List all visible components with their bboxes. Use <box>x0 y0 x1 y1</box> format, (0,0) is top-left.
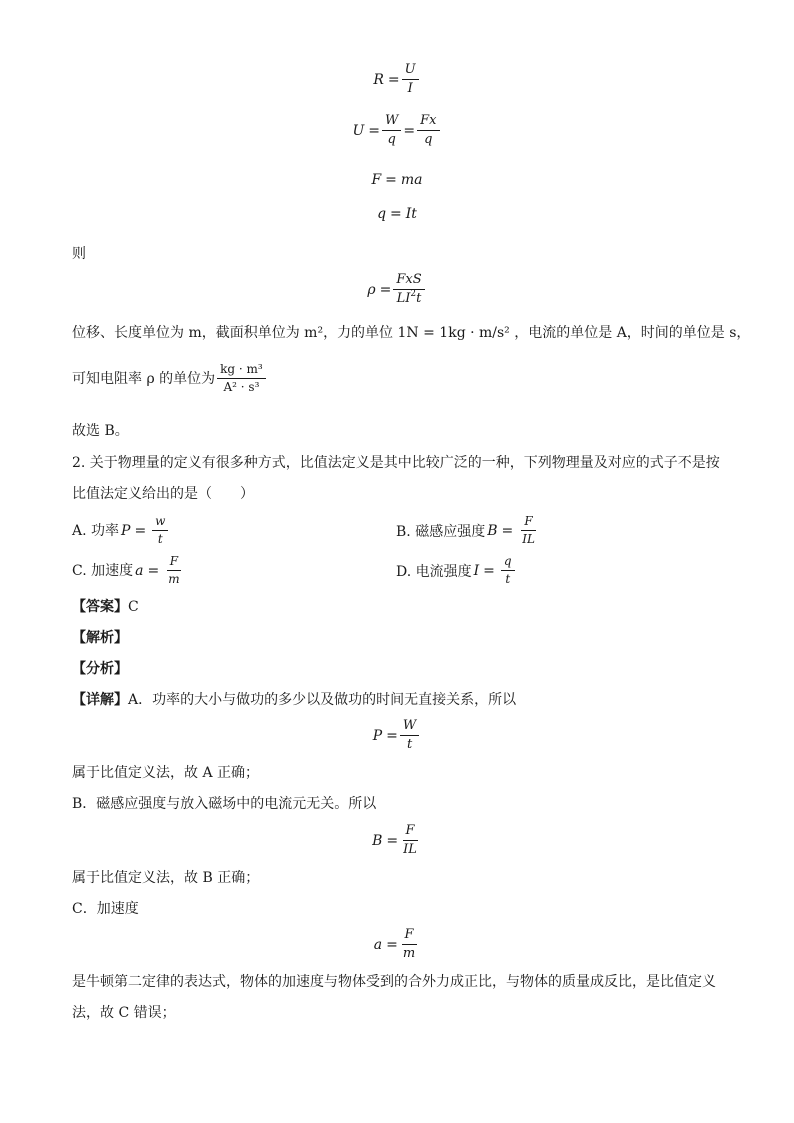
answer-line: 【答案】C <box>72 599 139 615</box>
equation-a: a = $\frac{F}{m}$ <box>373 927 416 961</box>
equation-rho: ρ = $\frac{\text{FxS}}{LI^2t}$ <box>0 272 794 308</box>
equation-p: P = $\frac{W}{t}$ <box>0 718 794 753</box>
resistivity-unit-line: 可知电阻率 ρ 的单位为 $\frac{\text{kg · m³}}{\text{A² · s³}}$ <box>72 362 268 395</box>
option-a: A. 功率 P = $\frac{w}{t}$ <box>72 514 170 547</box>
option-d: D. 电流强度 I = $\frac{q}{t}$ <box>396 554 517 587</box>
detail-a-line: 【详解】A．功率的大小与做功的多少以及做功的时间无直接关系，所以 <box>72 692 517 708</box>
detail-c-line: C．加速度 <box>72 901 139 917</box>
fenxi-tag: 【分析】 <box>72 661 128 677</box>
newton-line-1: 是牛顿第二定律的表达式，物体的加速度与物体受到的合外力成正比，与物体的质量成反比，是比值定义 <box>72 974 716 990</box>
equation-b: B = $\frac{F}{IL}$ <box>372 823 417 857</box>
equation-r: R = $\frac{U}{I}$ <box>0 62 794 97</box>
analysis-tag: 【解析】 <box>72 630 128 646</box>
belongs-b: 属于比值定义法，故 B 正确； <box>72 870 260 886</box>
detail-b-line: B．磁感应强度与放入磁场中的电流元无关。所以 <box>72 796 377 812</box>
units-line: 位移、长度单位为 m，截面积单位为 m²，力的单位 1N = 1kg · m/s² ，电流的单位是 A，时间的单位是 s， <box>72 325 751 341</box>
equation-u: U = $\frac{W}{q}$ = $\frac{Fx}{q}$ <box>0 113 794 148</box>
text-ze: 则 <box>72 246 86 262</box>
newton-line-2: 法，故 C 错误； <box>72 1005 176 1021</box>
choose-b: 故选 B。 <box>72 423 129 439</box>
equation-q: q = It <box>377 206 417 222</box>
belongs-a: 属于比值定义法，故 A 正确； <box>72 765 260 781</box>
question-2-line-1: 2. 关于物理量的定义有很多种方式，比值法定义是其中比较广泛的一种，下列物理量及对应的式子不是按 <box>72 455 720 471</box>
question-2-line-2: 比值法定义给出的是（ ） <box>72 486 254 502</box>
option-c: C. 加速度 a = $\frac{F}{m}$ <box>72 554 180 586</box>
equation-f: F = ma <box>371 172 423 188</box>
option-b: B. 磁感应强度 B = $\frac{F}{IL}$ <box>396 514 535 546</box>
